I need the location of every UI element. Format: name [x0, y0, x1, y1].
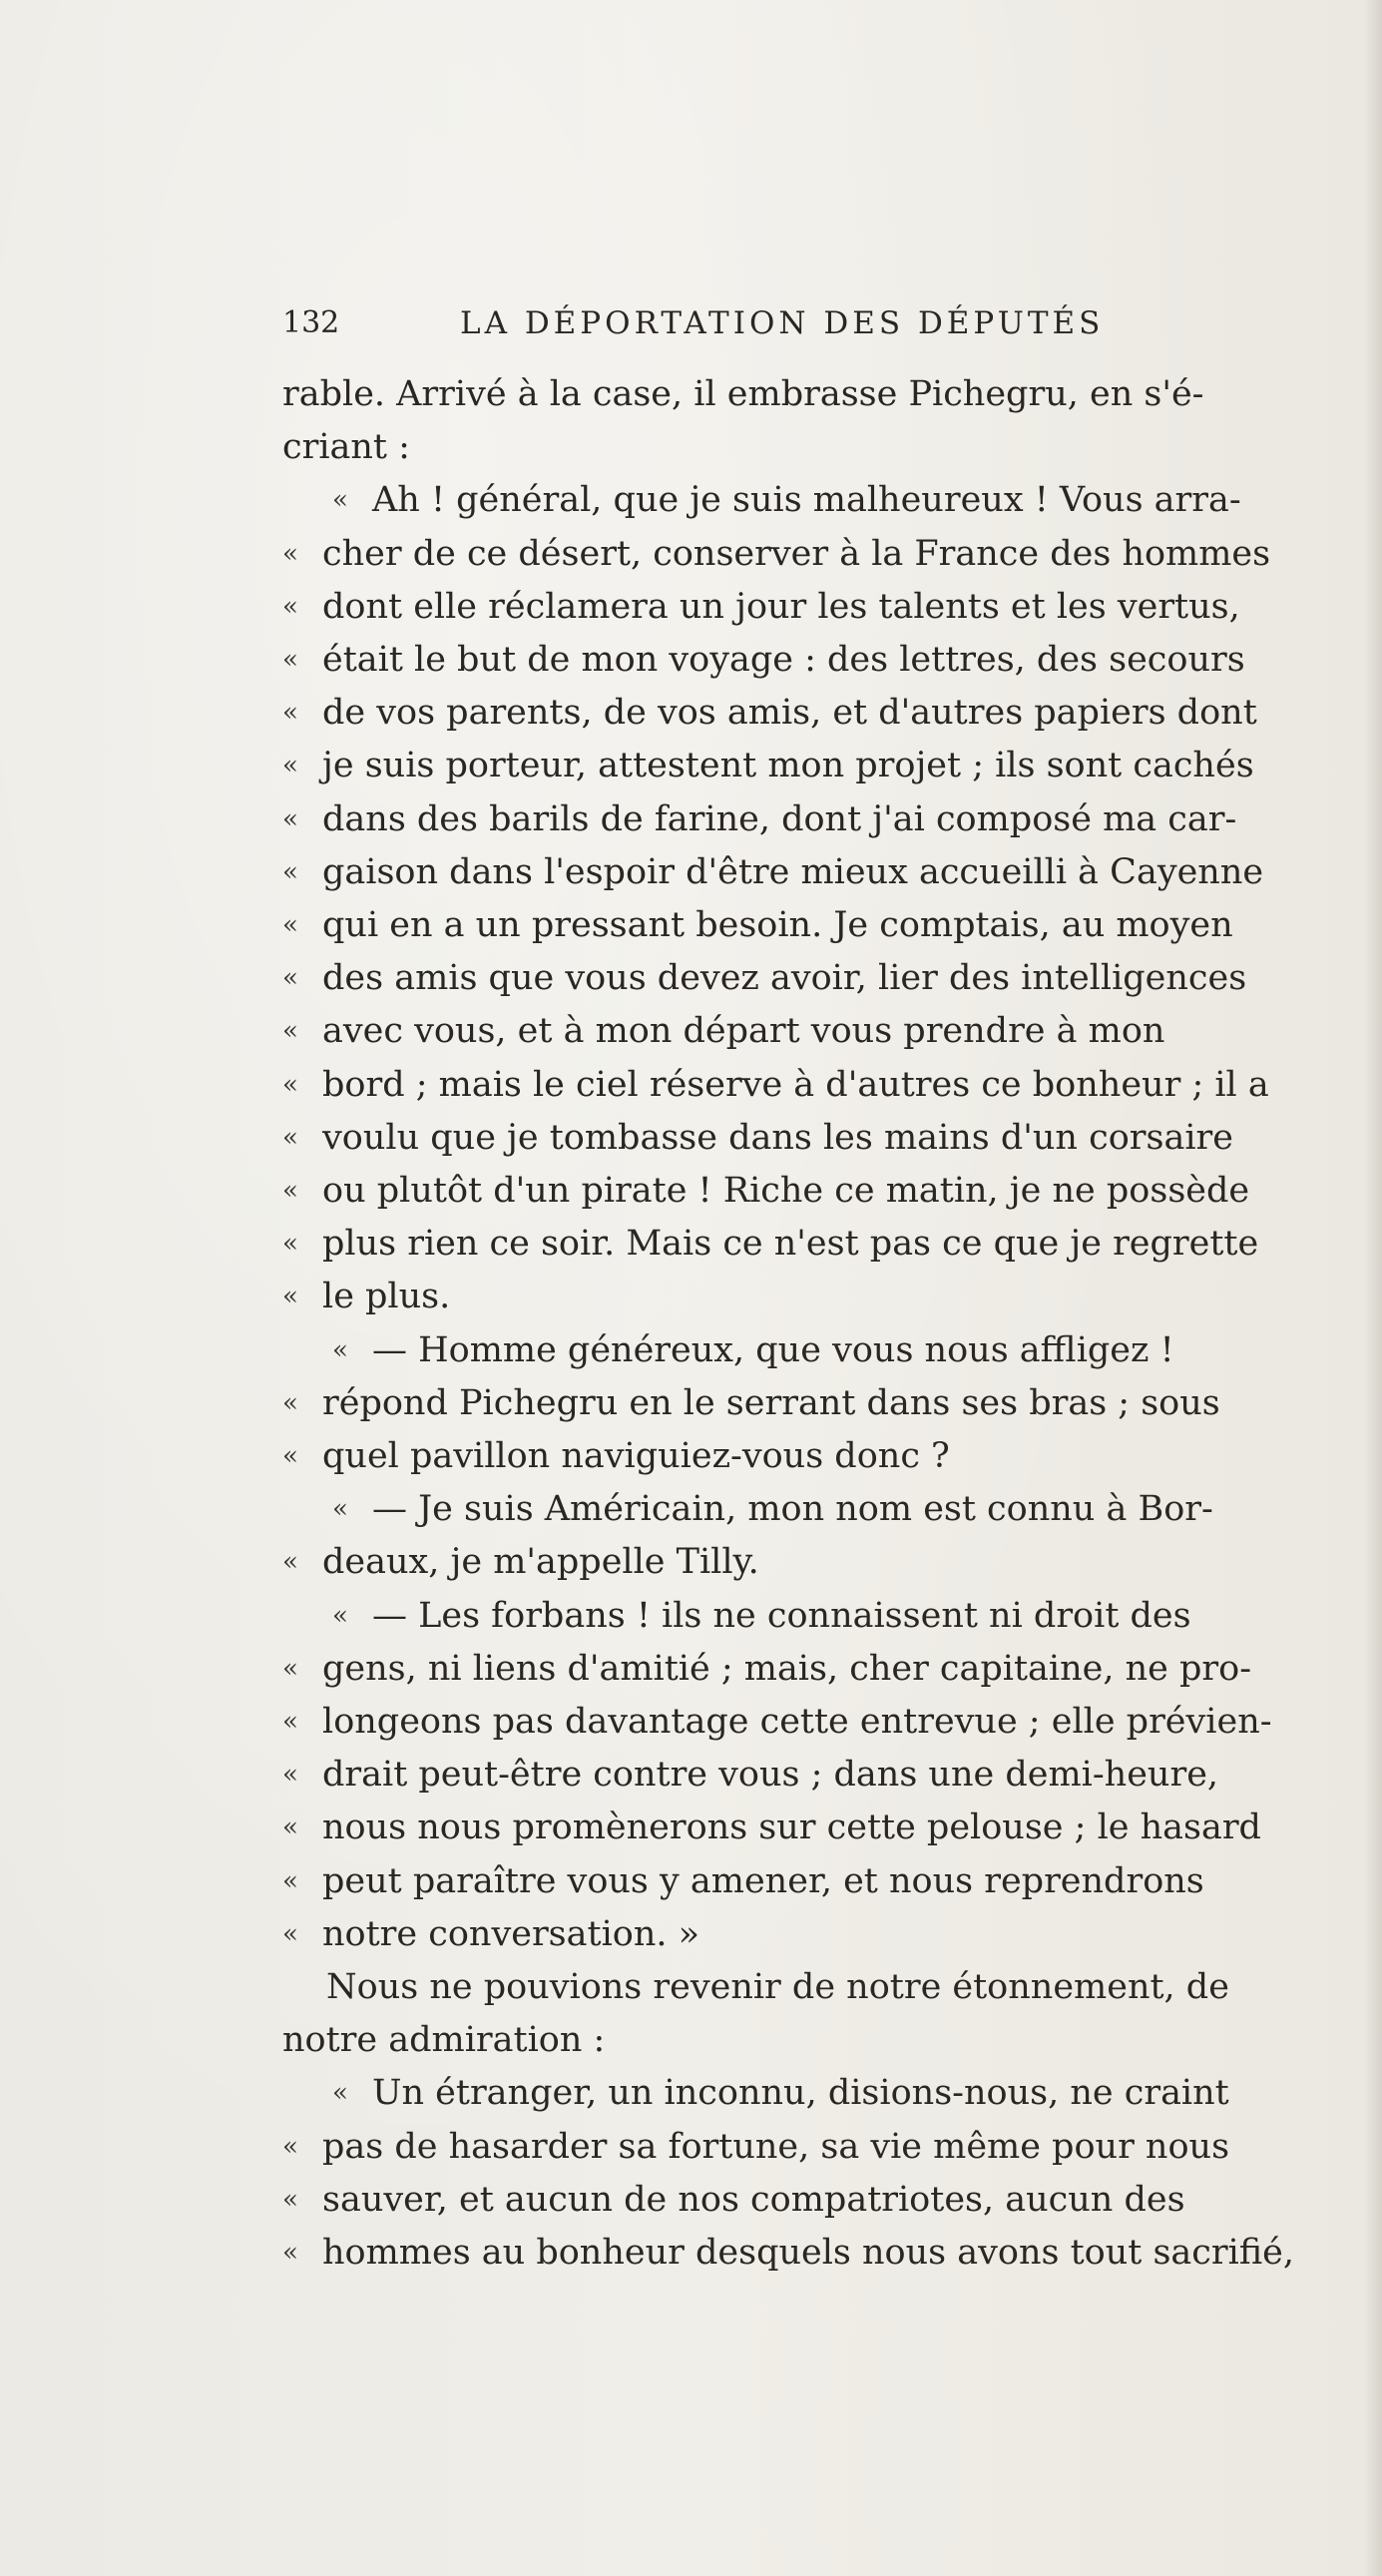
line-text: — Les forbans ! ils ne connaissent ni droit des	[372, 1595, 1191, 1636]
quote-mark: «	[282, 1016, 298, 1047]
quote-mark: «	[282, 1176, 298, 1206]
quote-mark: «	[282, 1707, 298, 1737]
quote-mark: «	[282, 751, 298, 781]
quote-mark: «	[332, 1494, 348, 1525]
line-text: — Je suis Américain, mon nom est connu à Bor-	[372, 1489, 1213, 1530]
line-text: rable. Arrivé à la case, il embrasse Pichegru, en s'é-	[282, 374, 1204, 414]
line-text: je suis porteur, attestent mon projet ; ils sont cachés	[322, 746, 1254, 786]
line-text: sauver, et aucun de nos compatriotes, aucun des	[322, 2179, 1185, 2220]
quote-mark: «	[332, 485, 348, 516]
line-text: plus rien ce soir. Mais ce n'est pas ce que je regrette	[322, 1224, 1259, 1265]
line-text: longeons pas davantage cette entrevue ; elle prévien-	[322, 1702, 1272, 1742]
quote-mark: «	[282, 856, 298, 887]
line-text: gens, ni liens d'amitié ; mais, cher capitaine, ne pro-	[322, 1648, 1252, 1689]
quote-mark: «	[282, 803, 298, 834]
line-text: était le but de mon voyage : des lettres, des secours	[322, 640, 1245, 680]
quote-mark: «	[282, 591, 298, 622]
line-text: bord ; mais le ciel réserve à d'autres ce bonheur ; il a	[322, 1064, 1269, 1105]
quote-mark: «	[282, 2238, 298, 2268]
quote-mark: «	[332, 1600, 348, 1631]
quote-mark: «	[282, 910, 298, 940]
line-text: de vos parents, de vos amis, et d'autres papiers dont	[322, 693, 1257, 734]
quote-mark: «	[282, 1865, 298, 1896]
quote-mark: «	[282, 1547, 298, 1578]
line-text: quel pavillon naviguiez-vous donc ?	[322, 1436, 950, 1476]
line-text: peut paraître vous y amener, et nous reprendrons	[322, 1860, 1204, 1901]
line-text: le plus.	[322, 1277, 451, 1317]
quote-mark: «	[282, 1918, 298, 1949]
line-text: pas de hasarder sa fortune, sa vie même pour nous	[322, 2126, 1230, 2167]
line-text: notre conversation. »	[322, 1913, 700, 1954]
quote-mark: «	[282, 2184, 298, 2215]
line-text: voulu que je tombasse dans les mains d'un corsaire	[322, 1117, 1233, 1158]
line-text: notre admiration :	[282, 2020, 606, 2061]
quote-mark: «	[282, 1760, 298, 1791]
line-text: drait peut-être contre vous ; dans une demi-heure,	[322, 1755, 1219, 1796]
running-head	[282, 305, 1160, 349]
line-text: ou plutôt d'un pirate ! Riche ce matin, je ne possède	[322, 1171, 1250, 1211]
page-number: 132	[282, 305, 340, 340]
line-text: criant :	[282, 427, 410, 468]
line-text: qui en a un pressant besoin. Je comptais, au moyen	[322, 905, 1233, 945]
quote-mark: «	[282, 645, 298, 675]
quote-mark: «	[282, 1229, 298, 1260]
quote-mark: «	[332, 1334, 348, 1365]
quote-mark: «	[282, 963, 298, 994]
page-spine-shadow	[1364, 0, 1382, 2576]
line-text: hommes au bonheur desquels nous avons tout sacrifié,	[322, 2233, 1295, 2273]
quote-mark: «	[282, 1122, 298, 1153]
line-text: des amis que vous devez avoir, lier des intelligences	[322, 958, 1247, 999]
quote-mark: «	[332, 2078, 348, 2109]
quote-mark: «	[282, 1812, 298, 1843]
quote-mark: «	[282, 698, 298, 729]
line-text: deaux, je m'appelle Tilly.	[322, 1542, 759, 1583]
line-text: répond Pichegru en le serrant dans ses bras ; sous	[322, 1382, 1220, 1423]
line-text: Un étranger, un inconnu, disions-nous, ne craint	[372, 2073, 1229, 2114]
line-text: nous nous promènerons sur cette pelouse ; le hasard	[322, 1807, 1261, 1848]
line-text: dans des barils de farine, dont j'ai composé ma car-	[322, 798, 1237, 839]
line-text: Nous ne pouvions revenir de notre étonnement, de	[326, 1967, 1229, 2007]
quote-mark: «	[282, 1069, 298, 1100]
line-text: — Homme généreux, que vous nous affligez !	[372, 1329, 1174, 1370]
line-text: dont elle réclamera un jour les talents et les vertus,	[322, 586, 1240, 627]
quote-mark: «	[282, 1441, 298, 1471]
line-text: cher de ce désert, conserver à la France des hommes	[322, 533, 1271, 574]
quote-mark: «	[282, 1387, 298, 1418]
quote-mark: «	[282, 538, 298, 569]
line-text: avec vous, et à mon départ vous prendre à mon	[322, 1011, 1165, 1052]
line-text: gaison dans l'espoir d'être mieux accueilli à Cayenne	[322, 851, 1264, 892]
running-title: LA DÉPORTATION DES DÉPUTÉS	[460, 305, 1105, 341]
quote-mark: «	[282, 1653, 298, 1684]
quote-mark: «	[282, 1282, 298, 1312]
line-text: Ah ! général, que je suis malheureux ! Vous arra-	[372, 480, 1241, 521]
quote-mark: «	[282, 2131, 298, 2162]
